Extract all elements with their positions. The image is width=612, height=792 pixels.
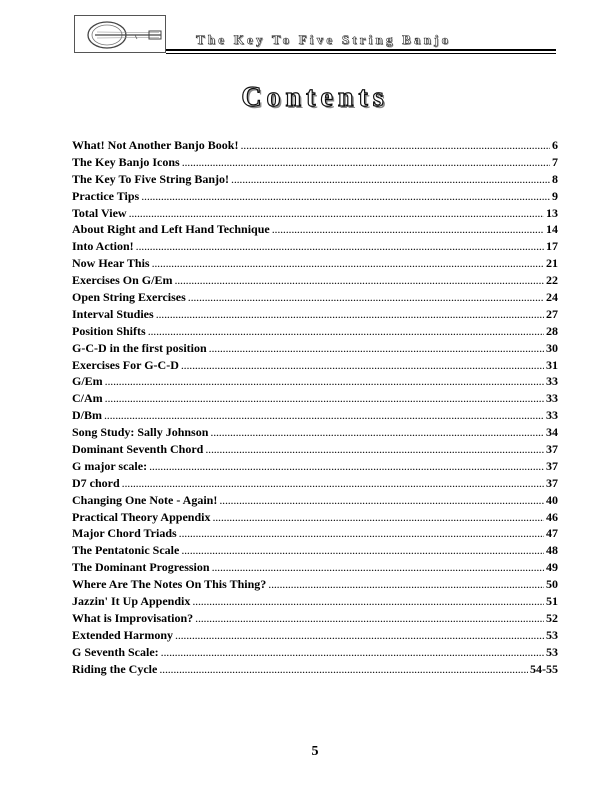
toc-entry [72,238,558,255]
toc-entry-page: 9 [552,188,558,203]
toc-entry-title: Interval Studies [72,306,154,321]
toc-entry-page: 14 [546,222,558,237]
toc-entry [72,627,558,644]
toc-entry-title: G/Em [72,374,103,389]
toc-entry-title: Riding the Cycle [72,661,158,676]
toc-entry-title: Extended Harmony [72,627,174,642]
toc-entry-page: 54-55 [530,661,558,676]
toc-entry [72,661,558,678]
toc-entry-title: Total View [72,205,127,220]
toc-entry-title: Into Action! [72,239,134,254]
toc-entry [72,492,558,509]
toc-dot-leader [148,323,544,340]
toc-entry-title: The Key To Five String Banjo! [72,171,230,186]
toc-entry [72,407,558,424]
toc-dot-leader [129,205,544,222]
table-of-contents [72,137,558,678]
toc-entry-title: Major Chord Triads [72,526,177,541]
toc-entry-page: 51 [546,594,558,609]
header-rule-thin [166,53,556,54]
toc-entry-page: 33 [546,374,558,389]
toc-entry [72,390,558,407]
toc-entry-page: 33 [546,391,558,406]
toc-entry-title: Now Hear This [72,256,150,271]
toc-entry-page: 7 [552,154,558,169]
toc-entry [72,576,558,593]
toc-dot-leader [240,137,550,154]
toc-entry-title: G-C-D in the first position [72,340,207,355]
running-header-title: The Key To Five String Banjo [196,32,452,47]
toc-dot-leader [181,542,544,559]
toc-entry [72,221,558,238]
toc-entry-title: G major scale: [72,458,148,473]
toc-entry-page: 37 [546,458,558,473]
header-rule [166,49,556,51]
toc-dot-leader [192,593,544,610]
toc-entry [72,610,558,627]
toc-entry [72,137,558,154]
toc-entry [72,458,558,475]
toc-entry [72,154,558,171]
toc-entry [72,542,558,559]
toc-entry-page: 21 [546,256,558,271]
toc-entry-page: 13 [546,205,558,220]
toc-entry-title: G Seventh Scale: [72,644,159,659]
toc-entry-title: Exercises For G-C-D [72,357,179,372]
toc-entry [72,644,558,661]
toc-entry-title: The Dominant Progression [72,560,210,575]
toc-dot-leader [179,525,544,542]
toc-entry-title: Practice Tips [72,188,140,203]
toc-entry-page: 49 [546,560,558,575]
toc-entry [72,306,558,323]
toc-dot-leader [104,407,544,424]
toc-dot-leader [156,306,544,323]
toc-entry [72,272,558,289]
toc-entry [72,559,558,576]
toc-entry [72,255,558,272]
toc-entry-title: Changing One Note - Again! [72,492,218,507]
toc-dot-leader [212,559,544,576]
toc-entry-page: 46 [546,509,558,524]
toc-entry-title: About Right and Left Hand Technique [72,222,270,237]
toc-dot-leader [175,627,544,644]
toc-entry-title: What! Not Another Banjo Book! [72,138,239,152]
toc-entry-page: 50 [546,577,558,592]
toc-entry-title: What is Improvisation? [72,610,194,625]
toc-dot-leader [136,238,544,255]
toc-entry-title: C/Am [72,391,103,406]
toc-entry-title: D/Bm [72,408,102,423]
toc-dot-leader [272,221,544,238]
toc-entry [72,171,558,188]
toc-entry [72,373,558,390]
toc-dot-leader [188,289,544,306]
toc-entry-title: Jazzin' It Up Appendix [72,594,191,609]
toc-entry-page: 22 [546,273,558,288]
toc-entry [72,323,558,340]
toc-entry-page: 53 [546,644,558,659]
toc-dot-leader [231,171,550,188]
toc-dot-leader [161,644,544,661]
toc-entry-title: Dominant Seventh Chord [72,442,204,457]
toc-entry [72,424,558,441]
toc-dot-leader [209,340,544,357]
toc-entry-page: 52 [546,610,558,625]
toc-dot-leader [182,154,550,171]
toc-dot-leader [268,576,544,593]
toc-entry-title: The Pentatonic Scale [72,543,180,558]
toc-entry-page: 33 [546,408,558,423]
toc-entry-page: 37 [546,475,558,490]
toc-entry [72,289,558,306]
page-number: 5 [311,744,319,759]
toc-dot-leader [212,509,544,526]
toc-dot-leader [105,373,544,390]
toc-dot-leader [149,458,544,475]
toc-entry-title: Song Study: Sally Johnson [72,425,209,440]
toc-entry-page: 53 [546,627,558,642]
toc-entry-title: Exercises On G/Em [72,273,173,288]
toc-entry-page: 48 [546,543,558,558]
toc-entry-title: The Key Banjo Icons [72,154,180,169]
header-logo [74,15,166,53]
toc-dot-leader [210,424,544,441]
toc-entry-page: 40 [546,492,558,507]
toc-entry [72,205,558,222]
toc-entry-page: 8 [552,171,558,186]
toc-entry [72,509,558,526]
toc-entry [72,357,558,374]
toc-entry-page: 28 [546,323,558,338]
toc-dot-leader [219,492,544,509]
toc-entry-page: 31 [546,357,558,372]
toc-entry-title: Open String Exercises [72,290,186,305]
toc-entry [72,340,558,357]
toc-entry [72,475,558,492]
toc-entry-page: 24 [546,290,558,305]
toc-entry-page: 34 [546,425,558,440]
toc-entry-page: 17 [546,239,558,254]
toc-entry [72,525,558,542]
toc-entry-page: 37 [546,442,558,457]
toc-dot-leader [159,661,528,678]
toc-dot-leader [141,188,550,205]
toc-entry-title: D7 chord [72,475,120,490]
toc-entry [72,441,558,458]
banjo-icon [75,16,167,54]
toc-dot-leader [122,475,544,492]
toc-dot-leader [181,357,544,374]
toc-dot-leader [152,255,544,272]
toc-entry-title: Practical Theory Appendix [72,509,211,524]
toc-entry-page: 30 [546,340,558,355]
toc-entry-title: Position Shifts [72,323,146,338]
toc-dot-leader [195,610,544,627]
toc-entry [72,188,558,205]
toc-entry-title: Where Are The Notes On This Thing? [72,577,267,592]
toc-entry [72,593,558,610]
toc-entry-page: 47 [546,526,558,541]
toc-dot-leader [205,441,544,458]
page-title: Contents [241,82,389,113]
toc-entry-page: 27 [546,306,558,321]
toc-dot-leader [174,272,544,289]
toc-dot-leader [105,390,544,407]
toc-entry-page: 6 [552,138,558,152]
